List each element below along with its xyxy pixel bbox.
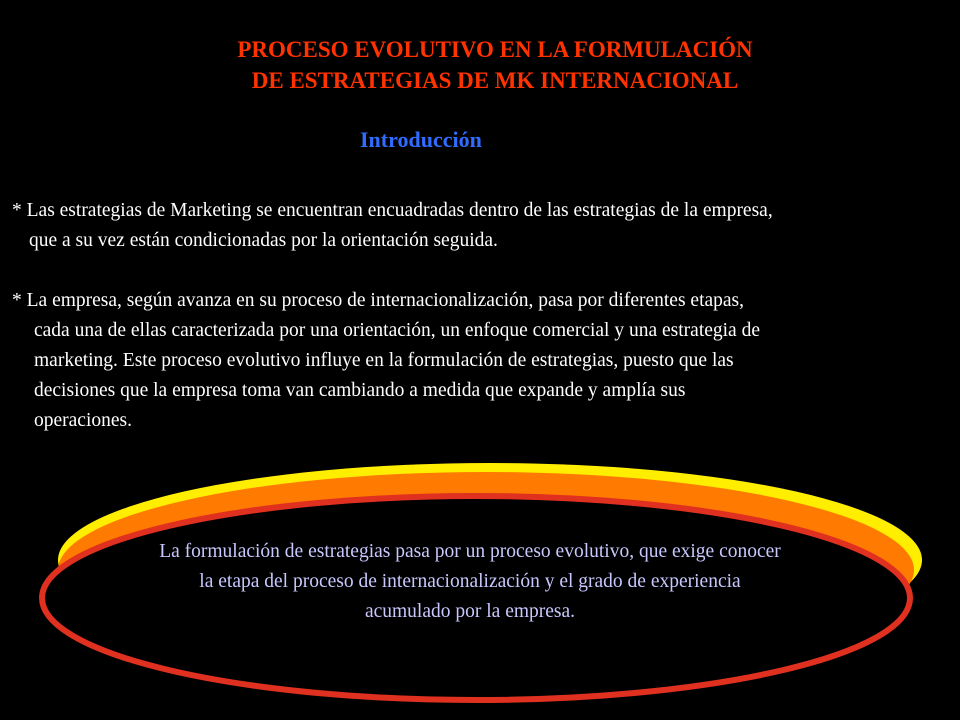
slide-title-line-2: DE ESTRATEGIAS DE MK INTERNACIONAL bbox=[251, 68, 739, 93]
bullet-paragraph-2 bbox=[12, 286, 760, 436]
slide-title-line-1: PROCESO EVOLUTIVO EN LA FORMULACIÓN bbox=[237, 37, 753, 62]
bullet-2-line-2: cada una de ellas caracterizada por una orientación, un enfoque comercial y una estrategia de bbox=[34, 320, 760, 341]
bullet-paragraph-1 bbox=[12, 196, 773, 256]
bullet-2-line-1: * La empresa, según avanza en su proceso de internacionalización, pasa por diferentes etapas, bbox=[12, 290, 745, 311]
callout-text bbox=[70, 537, 870, 627]
bullet-2-line-4: decisiones que la empresa toma van cambiando a medida que expande y amplía sus bbox=[34, 380, 686, 401]
bullet-2-line-3: marketing. Este proceso evolutivo influye en la formulación de estrategias, puesto que las bbox=[34, 350, 734, 371]
callout-line-2: la etapa del proceso de internacionalización y el grado de experiencia bbox=[199, 571, 741, 592]
bullet-1-line-1: * Las estrategias de Marketing se encuentran encuadradas dentro de las estrategias de la empresa, bbox=[12, 200, 773, 221]
bullet-2-line-5: operaciones. bbox=[34, 410, 132, 431]
bullet-1-line-2: que a su vez están condicionadas por la orientación seguida. bbox=[29, 230, 498, 251]
callout-line-1: La formulación de estrategias pasa por un proceso evolutivo, que exige conocer bbox=[159, 541, 781, 562]
section-subtitle: Introducción bbox=[360, 127, 482, 152]
slide-title bbox=[0, 34, 960, 96]
callout-line-3: acumulado por la empresa. bbox=[364, 601, 576, 622]
